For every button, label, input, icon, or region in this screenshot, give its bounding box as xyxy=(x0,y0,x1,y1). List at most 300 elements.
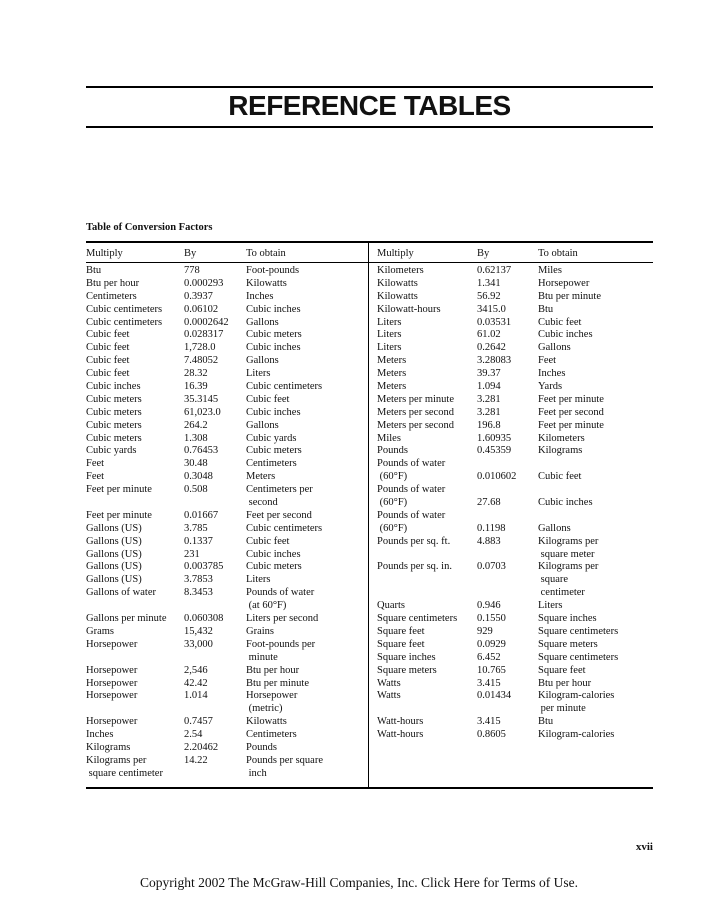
to-obtain-cell: Miles xyxy=(538,265,562,276)
to-obtain-cell: Cubic inches xyxy=(246,406,301,418)
table-caption: Table of Conversion Factors xyxy=(86,222,213,233)
table-row xyxy=(86,342,366,355)
to-obtain-cell: Cubic inches xyxy=(538,329,593,341)
table-row xyxy=(86,536,366,549)
multiply-cell: Cubic meters xyxy=(86,432,142,444)
table-row xyxy=(377,291,653,304)
by-cell: 3.281 xyxy=(477,406,501,418)
to-obtain-cell: Kilograms per xyxy=(538,535,599,547)
multiply-cell: Liters xyxy=(377,329,402,341)
to-obtain-cell: Btu per minute xyxy=(246,677,309,689)
to-obtain-cell: (metric) xyxy=(246,703,283,715)
by-cell: 61.02 xyxy=(477,329,501,341)
table-row xyxy=(377,613,653,626)
by-cell: 0.06102 xyxy=(184,303,219,315)
by-cell: 0.010602 xyxy=(477,471,517,483)
multiply-cell: Horsepower xyxy=(86,690,138,702)
to-obtain-cell: Pounds of water xyxy=(246,587,315,599)
multiply-cell: Meters xyxy=(377,355,407,367)
table-row xyxy=(86,510,366,523)
multiply-cell: Quarts xyxy=(377,600,405,612)
by-cell: 39.37 xyxy=(477,368,501,380)
to-obtain-cell: Feet per second xyxy=(538,406,604,418)
table-row xyxy=(86,407,366,420)
multiply-cell: Gallons (US) xyxy=(86,535,142,547)
by-cell: 28.32 xyxy=(184,368,208,380)
by-cell: 0.3048 xyxy=(184,471,213,483)
multiply-cell: Meters xyxy=(377,381,407,393)
multiply-cell: Liters xyxy=(377,342,402,354)
by-cell: 0.03531 xyxy=(477,316,512,328)
multiply-cell: Gallons (US) xyxy=(86,561,142,573)
by-cell: 56.92 xyxy=(477,290,501,302)
to-obtain-cell: Liters xyxy=(246,574,271,586)
multiply-cell: Cubic feet xyxy=(86,355,130,367)
by-cell: 0.01434 xyxy=(477,690,512,702)
to-obtain-cell: Yards xyxy=(538,381,563,393)
table-row xyxy=(377,458,653,471)
by-cell: 0.000293 xyxy=(184,277,224,289)
to-obtain-cell: Feet per second xyxy=(246,509,312,521)
to-obtain-cell: Liters per second xyxy=(246,613,319,625)
multiply-cell: Cubic centimeters xyxy=(86,316,163,328)
to-obtain-cell: Feet per minute xyxy=(538,419,604,431)
table-row xyxy=(86,381,366,394)
table-row xyxy=(377,420,653,433)
multiply-cell: Kilowatts xyxy=(377,277,418,289)
header-by-left: By xyxy=(184,248,197,259)
table-row xyxy=(86,368,366,381)
multiply-cell: (60°F) xyxy=(377,497,408,509)
multiply-cell: Pounds of water xyxy=(377,484,446,496)
to-obtain-cell: inch xyxy=(246,767,267,779)
to-obtain-cell: (at 60°F) xyxy=(246,600,287,612)
by-cell: 16.39 xyxy=(184,381,208,393)
table-row xyxy=(377,536,653,549)
to-obtain-cell: Cubic meters xyxy=(246,445,302,457)
multiply-cell: Square meters xyxy=(377,664,437,676)
multiply-cell: Meters per minute xyxy=(377,393,454,405)
to-obtain-cell: Cubic inches xyxy=(246,303,301,315)
table-row xyxy=(86,549,366,562)
multiply-cell: Feet xyxy=(86,458,105,470)
by-cell: 3.415 xyxy=(477,677,501,689)
to-obtain-cell: Square feet xyxy=(538,664,586,676)
column-divider xyxy=(368,243,369,788)
multiply-cell: Watts xyxy=(377,677,401,689)
table-row xyxy=(86,265,366,278)
by-cell: 2.20462 xyxy=(184,741,219,753)
by-cell: 33,000 xyxy=(184,638,213,650)
table-row xyxy=(86,329,366,342)
multiply-cell: Cubic feet xyxy=(86,368,130,380)
table-row xyxy=(86,742,366,755)
table-row xyxy=(377,600,653,613)
table-row xyxy=(86,587,366,600)
table-row xyxy=(86,600,366,613)
table-row xyxy=(377,561,653,574)
table-row xyxy=(86,678,366,691)
table-row xyxy=(86,613,366,626)
table-row xyxy=(377,394,653,407)
by-cell: 0.0002642 xyxy=(184,316,229,328)
to-obtain-cell: Horsepower xyxy=(246,690,298,702)
multiply-cell: Watt-hours xyxy=(377,716,424,728)
multiply-cell: Gallons per minute xyxy=(86,613,167,625)
to-obtain-cell: Gallons xyxy=(246,355,279,367)
table-row xyxy=(377,317,653,330)
table-top-rule xyxy=(86,241,653,243)
to-obtain-cell: Meters xyxy=(246,471,276,483)
multiply-cell: (60°F) xyxy=(377,522,408,534)
by-cell: 3.785 xyxy=(184,522,208,534)
table-row xyxy=(377,265,653,278)
by-cell: 4.883 xyxy=(477,535,501,547)
by-cell: 1.341 xyxy=(477,277,501,289)
table-row xyxy=(86,484,366,497)
multiply-cell: Feet xyxy=(86,471,105,483)
table-row xyxy=(377,433,653,446)
to-obtain-cell: square xyxy=(538,574,569,586)
multiply-cell: Cubic meters xyxy=(86,393,142,405)
by-cell: 0.1337 xyxy=(184,535,213,547)
to-obtain-cell: Pounds xyxy=(246,741,277,753)
by-cell: 7.48052 xyxy=(184,355,219,367)
by-cell: 929 xyxy=(477,625,493,637)
by-cell: 1.094 xyxy=(477,381,501,393)
to-obtain-cell: Kilogram-calories xyxy=(538,729,615,741)
to-obtain-cell: Feet xyxy=(538,355,557,367)
to-obtain-cell: Inches xyxy=(246,290,274,302)
by-cell: 0.028317 xyxy=(184,329,224,341)
to-obtain-cell: Kilometers xyxy=(538,432,585,444)
table-bottom-rule xyxy=(86,787,653,789)
table-row xyxy=(86,768,366,781)
table-row xyxy=(86,458,366,471)
table-row xyxy=(377,678,653,691)
to-obtain-cell: Cubic yards xyxy=(246,432,297,444)
table-row xyxy=(86,471,366,484)
table-row xyxy=(377,445,653,458)
by-cell: 0.003785 xyxy=(184,561,224,573)
multiply-cell: Pounds per sq. ft. xyxy=(377,535,451,547)
to-obtain-cell: Centimeters per xyxy=(246,484,313,496)
to-obtain-cell: Pounds per square xyxy=(246,754,323,766)
multiply-cell: Square centimeters xyxy=(377,613,458,625)
table-row xyxy=(377,471,653,484)
by-cell: 231 xyxy=(184,548,200,560)
table-row xyxy=(86,523,366,536)
table-row xyxy=(377,574,653,587)
multiply-cell: square centimeter xyxy=(86,767,163,779)
to-obtain-cell: Kilograms xyxy=(538,445,583,457)
table-row xyxy=(377,329,653,342)
multiply-cell: Gallons (US) xyxy=(86,574,142,586)
by-cell: 2.54 xyxy=(184,729,203,741)
table-row xyxy=(86,304,366,317)
to-obtain-cell: per minute xyxy=(538,703,586,715)
by-cell: 3.7853 xyxy=(184,574,213,586)
table-row xyxy=(86,317,366,330)
to-obtain-cell: Square meters xyxy=(538,638,598,650)
by-cell: 778 xyxy=(184,265,200,276)
multiply-cell: Gallons (US) xyxy=(86,548,142,560)
table-row xyxy=(377,342,653,355)
table-row xyxy=(86,561,366,574)
multiply-cell: Cubic yards xyxy=(86,445,137,457)
table-row xyxy=(377,523,653,536)
by-cell: 0.508 xyxy=(184,484,208,496)
multiply-cell: Pounds xyxy=(377,445,408,457)
table-row xyxy=(377,729,653,742)
multiply-cell: Meters xyxy=(377,368,407,380)
table-row xyxy=(377,703,653,716)
to-obtain-cell: Kilograms per xyxy=(538,561,599,573)
by-cell: 196.8 xyxy=(477,419,501,431)
to-obtain-cell: Cubic meters xyxy=(246,329,302,341)
multiply-cell: Cubic inches xyxy=(86,381,141,393)
to-obtain-cell: Gallons xyxy=(246,316,279,328)
to-obtain-cell: Kilogram-calories xyxy=(538,690,615,702)
table-row xyxy=(377,639,653,652)
table-row xyxy=(377,690,653,703)
multiply-cell: Centimeters xyxy=(86,290,137,302)
multiply-cell: Square feet xyxy=(377,625,425,637)
table-row xyxy=(377,484,653,497)
multiply-cell: Cubic meters xyxy=(86,419,142,431)
to-obtain-cell: centimeter xyxy=(538,587,585,599)
to-obtain-cell: Cubic meters xyxy=(246,561,302,573)
by-cell: 0.62137 xyxy=(477,265,512,276)
header-to-obtain-right: To obtain xyxy=(538,248,578,259)
to-obtain-cell: Cubic feet xyxy=(246,535,290,547)
title-bottom-rule xyxy=(86,126,653,128)
by-cell: 0.01667 xyxy=(184,509,219,521)
multiply-cell: Btu per hour xyxy=(86,277,140,289)
by-cell: 0.8605 xyxy=(477,729,506,741)
multiply-cell: Meters per second xyxy=(377,406,454,418)
to-obtain-cell: Cubic feet xyxy=(538,316,582,328)
table-row xyxy=(86,420,366,433)
to-obtain-cell: Btu xyxy=(538,716,554,728)
table-row xyxy=(377,368,653,381)
table-row xyxy=(86,278,366,291)
header-by-right: By xyxy=(477,248,490,259)
multiply-cell: (60°F) xyxy=(377,471,408,483)
table-row xyxy=(377,587,653,600)
to-obtain-cell: Cubic centimeters xyxy=(246,381,323,393)
table-row xyxy=(377,304,653,317)
multiply-cell: Kilograms xyxy=(86,741,131,753)
table-row xyxy=(377,510,653,523)
multiply-cell: Inches xyxy=(86,729,114,741)
multiply-cell: Square feet xyxy=(377,638,425,650)
conversion-table-right xyxy=(377,265,653,742)
by-cell: 1,728.0 xyxy=(184,342,216,354)
table-row xyxy=(86,716,366,729)
to-obtain-cell: Kilowatts xyxy=(246,277,287,289)
multiply-cell: Kilowatts xyxy=(377,290,418,302)
multiply-cell: Horsepower xyxy=(86,677,138,689)
to-obtain-cell: minute xyxy=(246,651,278,663)
multiply-cell: Kilowatt-hours xyxy=(377,303,441,315)
by-cell: 1.308 xyxy=(184,432,208,444)
table-row xyxy=(86,690,366,703)
by-cell: 0.060308 xyxy=(184,613,224,625)
table-row xyxy=(377,549,653,562)
table-row xyxy=(377,355,653,368)
to-obtain-cell: Cubic centimeters xyxy=(246,522,323,534)
to-obtain-cell: Foot-pounds xyxy=(246,265,300,276)
to-obtain-cell: square meter xyxy=(538,548,595,560)
to-obtain-cell: Horsepower xyxy=(538,277,590,289)
by-cell: 8.3453 xyxy=(184,587,213,599)
table-row xyxy=(377,665,653,678)
by-cell: 1.014 xyxy=(184,690,208,702)
table-row xyxy=(377,626,653,639)
multiply-cell: Kilograms per xyxy=(86,754,147,766)
by-cell: 14.22 xyxy=(184,754,208,766)
to-obtain-cell: Cubic feet xyxy=(246,393,290,405)
by-cell: 0.1550 xyxy=(477,613,506,625)
by-cell: 3415.0 xyxy=(477,303,506,315)
table-row xyxy=(86,626,366,639)
to-obtain-cell: Cubic inches xyxy=(246,342,301,354)
multiply-cell: Feet per minute xyxy=(86,484,152,496)
multiply-cell: Horsepower xyxy=(86,716,138,728)
to-obtain-cell: Cubic inches xyxy=(538,497,593,509)
by-cell: 0.76453 xyxy=(184,445,219,457)
table-row xyxy=(377,652,653,665)
table-row xyxy=(86,639,366,652)
title-top-rule xyxy=(86,86,653,88)
page-title: REFERENCE TABLES xyxy=(228,90,511,121)
to-obtain-cell: Btu per hour xyxy=(246,664,300,676)
to-obtain-cell: Feet per minute xyxy=(538,393,604,405)
multiply-cell: Watts xyxy=(377,690,401,702)
by-cell: 15,432 xyxy=(184,625,213,637)
header-multiply-left: Multiply xyxy=(86,248,123,259)
table-row xyxy=(86,433,366,446)
by-cell: 3.415 xyxy=(477,716,501,728)
multiply-cell: Meters per second xyxy=(377,419,454,431)
table-row xyxy=(86,703,366,716)
to-obtain-cell: Grains xyxy=(246,625,274,637)
by-cell: 27.68 xyxy=(477,497,501,509)
multiply-cell: Cubic feet xyxy=(86,329,130,341)
copyright-notice: Copyright 2002 The McGraw-Hill Companies, Inc. Click Here for Terms of Use. xyxy=(140,875,578,890)
multiply-cell: Grams xyxy=(86,625,114,637)
page-number: xvii xyxy=(635,841,653,853)
header-to-obtain-left: To obtain xyxy=(246,248,286,259)
table-row xyxy=(86,665,366,678)
to-obtain-cell: second xyxy=(246,497,278,509)
by-cell: 0.1198 xyxy=(477,522,506,534)
table-row xyxy=(377,407,653,420)
multiply-cell: Pounds of water xyxy=(377,509,446,521)
multiply-cell: Miles xyxy=(377,432,401,444)
to-obtain-cell: Square inches xyxy=(538,613,597,625)
multiply-cell: Horsepower xyxy=(86,664,138,676)
multiply-cell: Liters xyxy=(377,316,402,328)
table-row xyxy=(86,652,366,665)
to-obtain-cell: Btu per minute xyxy=(538,290,601,302)
table-row xyxy=(86,355,366,368)
by-cell: 30.48 xyxy=(184,458,208,470)
by-cell: 0.3937 xyxy=(184,290,213,302)
to-obtain-cell: Centimeters xyxy=(246,458,297,470)
table-row xyxy=(377,716,653,729)
table-row xyxy=(86,755,366,768)
multiply-cell: Cubic meters xyxy=(86,406,142,418)
table-row xyxy=(86,497,366,510)
by-cell: 0.2642 xyxy=(477,342,506,354)
multiply-cell: Cubic centimeters xyxy=(86,303,163,315)
to-obtain-cell: Gallons xyxy=(246,419,279,431)
multiply-cell: Square inches xyxy=(377,651,436,663)
multiply-cell: Pounds per sq. in. xyxy=(377,561,452,573)
to-obtain-cell: Kilowatts xyxy=(246,716,287,728)
multiply-cell: Feet per minute xyxy=(86,509,152,521)
multiply-cell: Gallons of water xyxy=(86,587,156,599)
by-cell: 42.42 xyxy=(184,677,208,689)
table-row xyxy=(86,394,366,407)
multiply-cell: Kilometers xyxy=(377,265,424,276)
table-row xyxy=(377,381,653,394)
by-cell: 0.7457 xyxy=(184,716,213,728)
by-cell: 10.765 xyxy=(477,664,506,676)
multiply-cell: Horsepower xyxy=(86,638,138,650)
to-obtain-cell: Liters xyxy=(538,600,563,612)
to-obtain-cell: Liters xyxy=(246,368,271,380)
by-cell: 61,023.0 xyxy=(184,406,221,418)
by-cell: 1.60935 xyxy=(477,432,512,444)
by-cell: 0.45359 xyxy=(477,445,512,457)
to-obtain-cell: Foot-pounds per xyxy=(246,638,316,650)
by-cell: 2,546 xyxy=(184,664,208,676)
multiply-cell: Btu xyxy=(86,265,102,276)
table-row xyxy=(377,497,653,510)
table-row xyxy=(86,574,366,587)
by-cell: 0.946 xyxy=(477,600,501,612)
by-cell: 6.452 xyxy=(477,651,501,663)
by-cell: 3.28083 xyxy=(477,355,512,367)
by-cell: 0.0703 xyxy=(477,561,506,573)
header-multiply-right: Multiply xyxy=(377,248,414,259)
table-row xyxy=(86,445,366,458)
to-obtain-cell: Square centimeters xyxy=(538,651,619,663)
multiply-cell: Pounds of water xyxy=(377,458,446,470)
to-obtain-cell: Gallons xyxy=(538,522,571,534)
table-row xyxy=(86,729,366,742)
table-row xyxy=(86,291,366,304)
to-obtain-cell: Gallons xyxy=(538,342,571,354)
multiply-cell: Gallons (US) xyxy=(86,522,142,534)
conversion-table-left xyxy=(86,265,366,781)
table-row xyxy=(377,278,653,291)
by-cell: 264.2 xyxy=(184,419,208,431)
by-cell: 0.0929 xyxy=(477,638,506,650)
to-obtain-cell: Inches xyxy=(538,368,566,380)
to-obtain-cell: Btu per hour xyxy=(538,677,592,689)
by-cell: 3.281 xyxy=(477,393,501,405)
multiply-cell: Cubic feet xyxy=(86,342,130,354)
multiply-cell: Watt-hours xyxy=(377,729,424,741)
by-cell: 35.3145 xyxy=(184,393,219,405)
to-obtain-cell: Btu xyxy=(538,303,554,315)
to-obtain-cell: Cubic feet xyxy=(538,471,582,483)
to-obtain-cell: Cubic inches xyxy=(246,548,301,560)
